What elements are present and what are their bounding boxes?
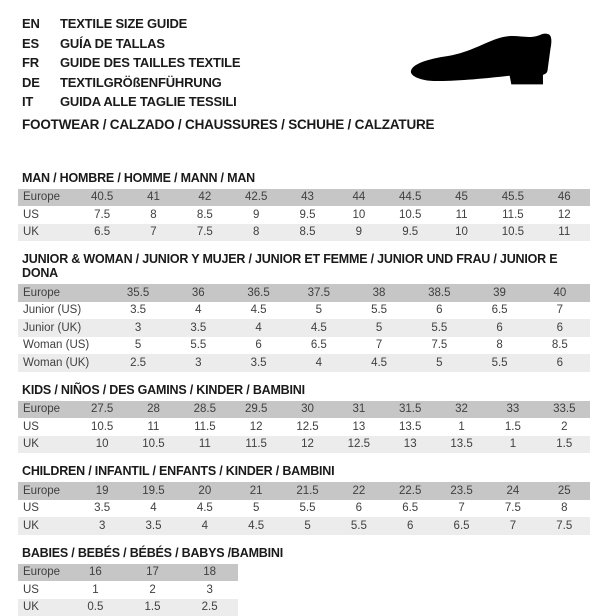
size-cell: 3	[108, 319, 168, 337]
size-cell: 30	[282, 401, 333, 419]
table-row	[18, 319, 590, 337]
row-label: UK	[18, 224, 76, 242]
table-row	[18, 500, 590, 518]
language-title: GUIDA ALLE TAGLIE TESSILI	[60, 94, 237, 109]
size-cell: 4.5	[349, 354, 409, 372]
size-cell: 36	[168, 284, 228, 302]
size-cell: 0.5	[67, 599, 124, 616]
table-title-children: CHILDREN / INFANTIL / ENFANTS / KINDER / BAMBINI	[22, 464, 590, 478]
size-table-children	[18, 482, 590, 535]
row-label: US	[18, 581, 67, 599]
size-cell: 33.5	[539, 401, 590, 419]
size-cell: 8	[469, 337, 529, 355]
size-cell: 4.5	[228, 302, 288, 320]
size-cell: 12	[539, 206, 590, 224]
size-tables	[0, 171, 600, 616]
size-cell: 2.5	[108, 354, 168, 372]
size-cell: 6	[228, 337, 288, 355]
size-cell: 38.5	[409, 284, 469, 302]
size-cell: 6	[333, 500, 384, 518]
size-cell: 9	[333, 224, 384, 242]
size-cell: 5.5	[333, 517, 384, 535]
size-cell: 6	[530, 354, 590, 372]
size-cell: 39	[469, 284, 529, 302]
size-cell: 13	[333, 418, 384, 436]
size-cell: 7.5	[487, 500, 538, 518]
size-table-man	[18, 189, 590, 242]
size-cell: 40	[530, 284, 590, 302]
row-label: Junior (US)	[18, 302, 108, 320]
size-cell: 12	[231, 418, 282, 436]
size-cell: 13.5	[385, 418, 436, 436]
size-cell: 4	[228, 319, 288, 337]
size-cell: 5	[409, 354, 469, 372]
header	[0, 0, 600, 132]
size-cell: 35.5	[108, 284, 168, 302]
size-cell: 3.5	[228, 354, 288, 372]
size-cell: 10.5	[128, 436, 179, 454]
language-title: GUIDE DES TAILLES TEXTILE	[60, 55, 240, 70]
size-cell: 42	[179, 189, 230, 207]
row-label: Woman (US)	[18, 337, 108, 355]
size-cell: 6	[409, 302, 469, 320]
size-cell: 3	[181, 581, 238, 599]
size-cell: 46	[539, 189, 590, 207]
row-label: US	[18, 418, 76, 436]
size-cell: 13.5	[436, 436, 487, 454]
size-cell: 11.5	[487, 206, 538, 224]
size-cell: 5.5	[349, 302, 409, 320]
size-cell: 32	[436, 401, 487, 419]
table-title-man: MAN / HOMBRE / HOMME / MANN / MAN	[22, 171, 590, 185]
size-cell: 12.5	[333, 436, 384, 454]
size-table-babies	[18, 564, 238, 616]
size-cell: 8.5	[530, 337, 590, 355]
size-cell: 7	[349, 337, 409, 355]
size-cell: 4.5	[231, 517, 282, 535]
language-code: EN	[22, 14, 60, 34]
size-cell: 3	[76, 517, 127, 535]
size-cell: 4.5	[289, 319, 349, 337]
table-header-row	[18, 482, 590, 500]
size-cell: 10	[436, 224, 487, 242]
row-label: Europe	[18, 482, 76, 500]
size-cell: 7	[487, 517, 538, 535]
size-cell: 8.5	[179, 206, 230, 224]
size-table-section-junior-woman	[18, 252, 590, 372]
size-cell: 22.5	[385, 482, 436, 500]
size-table-section-man	[18, 171, 590, 242]
size-cell: 42.5	[231, 189, 282, 207]
size-cell: 2	[539, 418, 590, 436]
size-cell: 43	[282, 189, 333, 207]
size-cell: 19.5	[128, 482, 179, 500]
size-cell: 5	[108, 337, 168, 355]
size-cell: 7	[436, 500, 487, 518]
size-table-junior-woman	[18, 284, 590, 372]
size-cell: 40.5	[76, 189, 127, 207]
size-table-section-babies	[18, 546, 590, 616]
size-cell: 1.5	[124, 599, 181, 616]
size-cell: 8	[128, 206, 179, 224]
size-cell: 11	[539, 224, 590, 242]
dress-shoe-icon	[396, 28, 574, 102]
size-cell: 10.5	[487, 224, 538, 242]
size-cell: 11	[436, 206, 487, 224]
size-cell: 8.5	[282, 224, 333, 242]
size-cell: 7.5	[76, 206, 127, 224]
size-cell: 44	[333, 189, 384, 207]
size-cell: 7.5	[409, 337, 469, 355]
table-row	[18, 599, 238, 616]
language-code: FR	[22, 53, 60, 73]
language-title: GUÍA DE TALLAS	[60, 36, 165, 51]
size-cell: 3	[168, 354, 228, 372]
language-code: ES	[22, 34, 60, 54]
size-cell: 7	[128, 224, 179, 242]
size-cell: 12	[282, 436, 333, 454]
size-cell: 13	[385, 436, 436, 454]
row-label: Woman (UK)	[18, 354, 108, 372]
size-cell: 2	[124, 581, 181, 599]
table-header-row	[18, 189, 590, 207]
size-cell: 38	[349, 284, 409, 302]
size-table-section-kids	[18, 383, 590, 454]
size-cell: 16	[67, 564, 124, 582]
size-table-kids	[18, 401, 590, 454]
size-cell: 33	[487, 401, 538, 419]
size-cell: 11	[179, 436, 230, 454]
size-cell: 5.5	[469, 354, 529, 372]
size-cell: 27.5	[76, 401, 127, 419]
size-cell: 1.5	[487, 418, 538, 436]
size-cell: 29.5	[231, 401, 282, 419]
size-cell: 22	[333, 482, 384, 500]
table-row	[18, 581, 238, 599]
size-cell: 3.5	[128, 517, 179, 535]
size-cell: 1	[67, 581, 124, 599]
table-header-row	[18, 564, 238, 582]
size-cell: 10	[76, 436, 127, 454]
size-cell: 6	[385, 517, 436, 535]
size-cell: 11	[128, 418, 179, 436]
size-cell: 45	[436, 189, 487, 207]
size-cell: 21.5	[282, 482, 333, 500]
size-cell: 18	[181, 564, 238, 582]
table-row	[18, 224, 590, 242]
size-cell: 44.5	[385, 189, 436, 207]
size-cell: 1	[436, 418, 487, 436]
size-cell: 6.5	[469, 302, 529, 320]
size-cell: 3.5	[168, 319, 228, 337]
size-cell: 19	[76, 482, 127, 500]
table-title-kids: KIDS / NIÑOS / DES GAMINS / KINDER / BAMBINI	[22, 383, 590, 397]
size-cell: 20	[179, 482, 230, 500]
row-label: Europe	[18, 401, 76, 419]
size-cell: 11.5	[231, 436, 282, 454]
size-cell: 17	[124, 564, 181, 582]
size-cell: 4	[179, 517, 230, 535]
row-label: UK	[18, 599, 67, 616]
size-cell: 10	[333, 206, 384, 224]
size-cell: 7.5	[539, 517, 590, 535]
row-label: Europe	[18, 189, 76, 207]
size-cell: 6.5	[289, 337, 349, 355]
size-cell: 4.5	[179, 500, 230, 518]
row-label: UK	[18, 517, 76, 535]
table-row	[18, 418, 590, 436]
table-header-row	[18, 401, 590, 419]
size-cell: 1.5	[539, 436, 590, 454]
size-cell: 9	[231, 206, 282, 224]
size-cell: 4	[128, 500, 179, 518]
size-cell: 7	[530, 302, 590, 320]
language-code: DE	[22, 73, 60, 93]
size-cell: 6.5	[436, 517, 487, 535]
row-label: Junior (UK)	[18, 319, 108, 337]
size-cell: 23.5	[436, 482, 487, 500]
row-label: US	[18, 500, 76, 518]
size-cell: 24	[487, 482, 538, 500]
size-cell: 6	[469, 319, 529, 337]
size-cell: 1	[487, 436, 538, 454]
size-cell: 5	[231, 500, 282, 518]
size-cell: 28	[128, 401, 179, 419]
size-cell: 9.5	[385, 224, 436, 242]
language-title: TEXTILE SIZE GUIDE	[60, 16, 187, 31]
size-cell: 8	[539, 500, 590, 518]
category-title: FOOTWEAR / CALZADO / CHAUSSURES / SCHUHE / CALZATURE	[22, 117, 600, 132]
size-cell: 3.5	[108, 302, 168, 320]
size-cell: 36.5	[228, 284, 288, 302]
table-row	[18, 206, 590, 224]
size-cell: 28.5	[179, 401, 230, 419]
size-cell: 8	[231, 224, 282, 242]
size-cell: 4	[289, 354, 349, 372]
row-label: UK	[18, 436, 76, 454]
size-cell: 31	[333, 401, 384, 419]
size-cell: 25	[539, 482, 590, 500]
size-cell: 5	[349, 319, 409, 337]
language-title: TEXTILGRÖßENFÜHRUNG	[60, 75, 222, 90]
size-cell: 5	[282, 517, 333, 535]
size-cell: 45.5	[487, 189, 538, 207]
size-cell: 6.5	[76, 224, 127, 242]
size-cell: 10.5	[76, 418, 127, 436]
table-row	[18, 302, 590, 320]
table-row	[18, 436, 590, 454]
table-header-row	[18, 284, 590, 302]
size-cell: 31.5	[385, 401, 436, 419]
size-cell: 9.5	[282, 206, 333, 224]
size-cell: 12.5	[282, 418, 333, 436]
size-cell: 7.5	[179, 224, 230, 242]
table-title-babies: BABIES / BEBÉS / BÉBÉS / BABYS /BAMBINI	[22, 546, 590, 560]
table-row	[18, 517, 590, 535]
size-cell: 10.5	[385, 206, 436, 224]
size-cell: 5.5	[168, 337, 228, 355]
size-cell: 37.5	[289, 284, 349, 302]
size-table-section-children	[18, 464, 590, 535]
size-cell: 5	[289, 302, 349, 320]
size-cell: 21	[231, 482, 282, 500]
language-code: IT	[22, 92, 60, 112]
table-title-junior-woman: JUNIOR & WOMAN / JUNIOR Y MUJER / JUNIOR ET FEMME / JUNIOR UND FRAU / JUNIOR E DONA	[22, 252, 590, 280]
size-cell: 3.5	[76, 500, 127, 518]
row-label: Europe	[18, 284, 108, 302]
size-cell: 2.5	[181, 599, 238, 616]
size-cell: 4	[168, 302, 228, 320]
size-cell: 5.5	[282, 500, 333, 518]
table-row	[18, 337, 590, 355]
size-cell: 6	[530, 319, 590, 337]
size-cell: 5.5	[409, 319, 469, 337]
row-label: US	[18, 206, 76, 224]
row-label: Europe	[18, 564, 67, 582]
size-cell: 41	[128, 189, 179, 207]
size-cell: 6.5	[385, 500, 436, 518]
table-row	[18, 354, 590, 372]
size-cell: 11.5	[179, 418, 230, 436]
